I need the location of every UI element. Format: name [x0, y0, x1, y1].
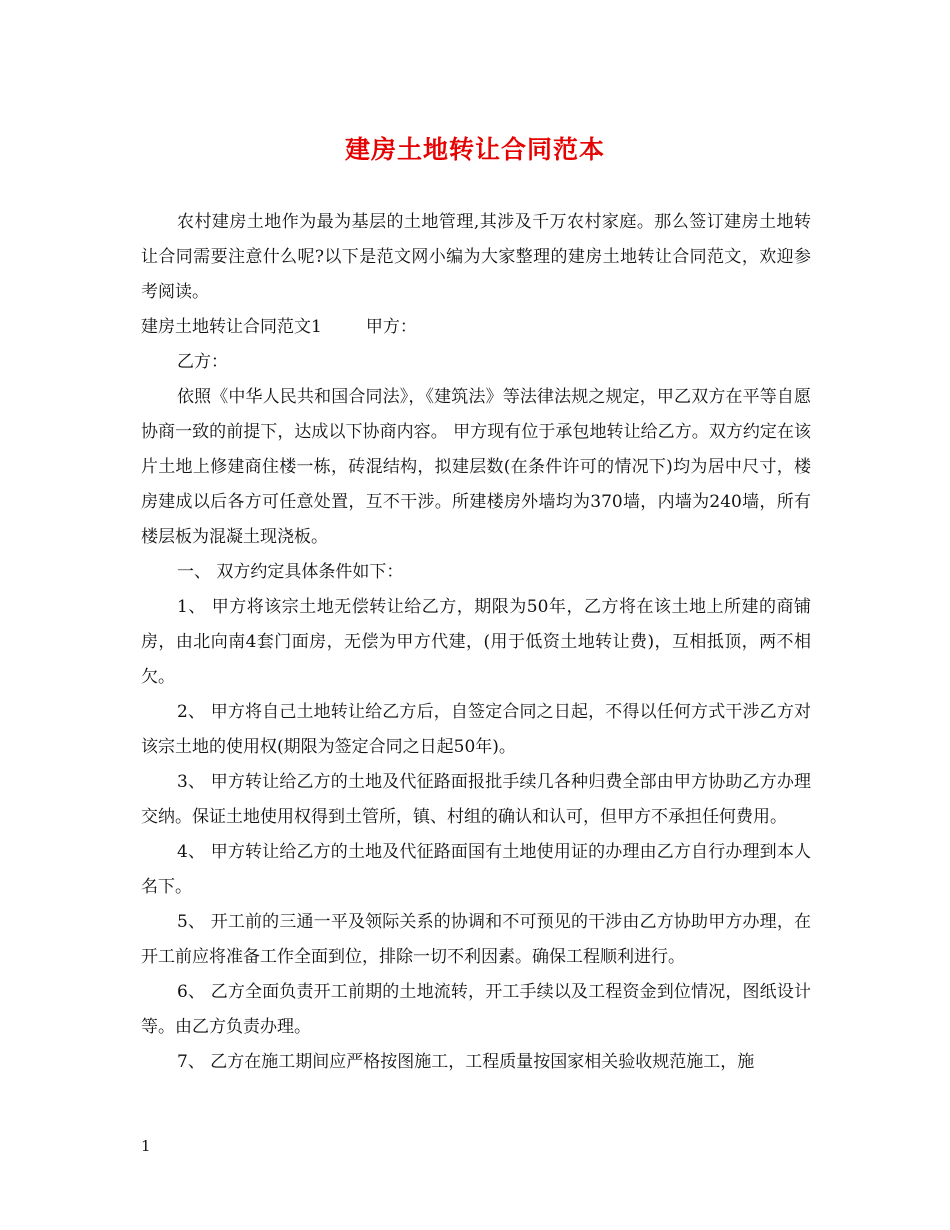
document-title: 建房土地转让合同范本 [344, 135, 605, 164]
clause-4: 4、 甲方转让给乙方的土地及代征路面国有土地使用证的办理由乙方自行办理到本人名下。 [141, 842, 811, 897]
clause-5: 5、 开工前的三通一平及领际关系的协调和不可预见的干涉由乙方协助甲方办理，在开工前应将准备工作全面到位，排除一切不利因素。确保工程顺利进行。 [141, 912, 811, 967]
section-heading: 一、 双方约定具体条件如下： [177, 562, 404, 582]
clause-2: 2、 甲方将自己土地转让给乙方后，自签定合同之日起，不得以任何方式干涉乙方对该宗土地的使用权(期限为签定合同之日起50年)。 [141, 702, 811, 757]
party-a-label: 甲方： [365, 317, 417, 337]
basis-paragraph: 依照《中华人民共和国合同法》，《建筑法》等法律法规之规定，甲乙双方在平等自愿协商一致的前提下，达成以下协商内容。 甲方现有位于承包地转让给乙方。双方约定在该片土地上修建商住楼一栋，砖混结构，拟建层数(在条件许可的情况下)均为居中尺寸，楼房建成以后各方可任意处置，互不干涉。所建楼房外墙均为370墙，内墙为240墙，所有楼层板为混凝土现浇板。 [141, 387, 811, 547]
clause-1: 1、 甲方将该宗土地无偿转让给乙方，期限为50年，乙方将在该土地上所建的商铺房，由北向南4套门面房，无偿为甲方代建，(用于低资土地转让费)，互相抵顶，两不相欠。 [141, 597, 811, 687]
clause-3: 3、 甲方转让给乙方的土地及代征路面报批手续几各种归费全部由甲方协助乙方办理交纳。保证土地使用权得到土管所，镇、村组的确认和认可，但甲方不承担任何费用。 [141, 772, 811, 827]
sample-heading-line [141, 310, 811, 345]
clause-7: 7、 乙方在施工期间应严格按图施工，工程质量按国家相关验收规范施工，施 [177, 1052, 755, 1072]
sample-heading: 建房土地转让合同范文1 [141, 317, 322, 337]
intro-paragraph: 农村建房土地作为最为基层的土地管理,其涉及千万农村家庭。那么签订建房土地转让合同需要注意什么呢?以下是范文网小编为大家整理的建房土地转让合同范文，欢迎参考阅读。 [141, 212, 811, 302]
clause-6: 6、 乙方全面负责开工前期的土地流转，开工手续以及工程资金到位情况，图纸设计等。由乙方负责办理。 [141, 982, 811, 1037]
party-b-label: 乙方： [177, 352, 228, 372]
document-body [141, 205, 811, 1080]
page-number: 1 [141, 1137, 151, 1155]
